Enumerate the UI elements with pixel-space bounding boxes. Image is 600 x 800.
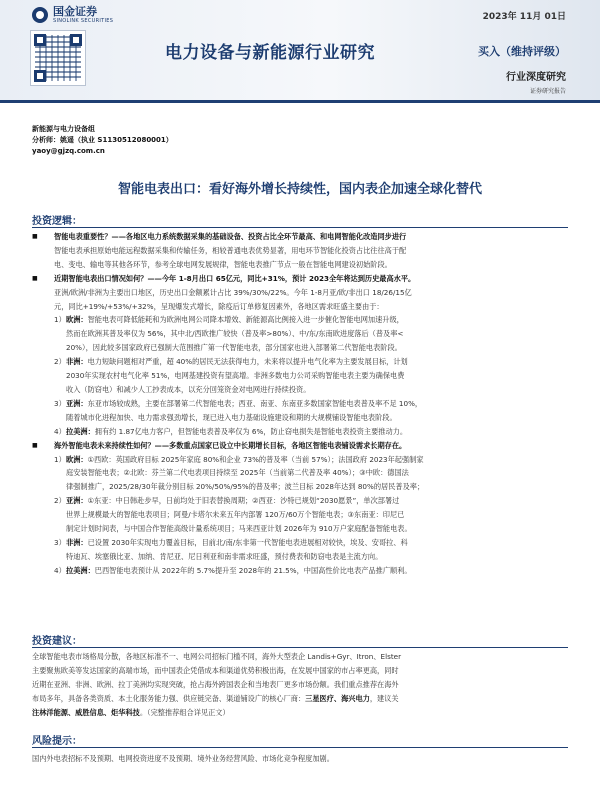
advice-content <box>32 650 568 720</box>
recommended-stocks: 三星医疗、海兴电力 <box>305 693 370 703</box>
qr-code-icon <box>30 30 86 86</box>
paragraph-line: 全球智能电表市场格局分散，各地区标准不一、电网公司招标门槛不同，海外大型表企 Landis+Gyr、Itron、Elster <box>32 652 402 661</box>
risk-content <box>32 752 568 766</box>
paragraph-line <box>32 692 568 706</box>
paragraph-line: 世界上规模最大的智能电表项目；阿曼/卡塔尔未来五年内部署 120万/60万个智能电表；③东南亚：印尼已 <box>66 510 405 520</box>
report-date: 2023年 11月 01日 <box>482 12 566 22</box>
list-item <box>32 536 568 550</box>
paragraph-text: ，建议关 <box>369 693 399 703</box>
list-item <box>32 453 568 467</box>
item-title: 亚洲： <box>66 398 88 408</box>
list-item <box>32 397 568 411</box>
paragraph-line: ①西欧：英国政府目标 2025年家庭 80%和企业 73%的普及率（当前 57%）；法国政府 2023年起强制家 <box>87 454 424 464</box>
paragraph-line: 制定计划时间表，与中国合作智能高级计量系统项目；马来西亚计划 2026年为 910万户家庭配备智能电表。 <box>66 524 412 534</box>
analyst-block <box>32 124 173 157</box>
list-item <box>32 355 568 369</box>
list-item <box>32 494 568 508</box>
paragraph-line: 2030年实现农村电气化率 51%，电网基建投资有望高增。非洲多数电力公司采购智能电表主要为确保电费 <box>66 371 405 381</box>
item-number: 4） <box>54 565 66 575</box>
analyst-email: yaoy@gjzq.com.cn <box>32 147 105 155</box>
list-item <box>32 564 568 578</box>
report-subtype: 证券研究报告 <box>529 88 566 95</box>
item-number: 1） <box>54 315 66 325</box>
logo-mark-icon <box>32 7 48 23</box>
paragraph-line: 已设置 2030年实现电力覆盖目标，目前北/南/东非第一代智能电表进展相对较快，埃及、安哥拉、科 <box>87 537 408 547</box>
list-item <box>32 313 568 327</box>
item-number: 3） <box>54 398 66 408</box>
paragraph-line: 律强制推广，2025/28/30年裁分别目标 20%/50%/95%的普及率；波兰目标 2028年达到 80%的居民普及率； <box>66 482 425 492</box>
report-type: 行业深度研究 <box>506 72 566 83</box>
paragraph-line: 庭安装智能电表；②北欧：芬兰第二代电表项目持续至 2025年（当前第二代普及率 40%）；③中欧：德国法 <box>66 468 409 478</box>
item-title: 拉美洲： <box>66 565 95 575</box>
bullet-heading: ■ 海外智能电表未来持续性如何？——多数重点国家已设立中长期增长目标，各地区智能电表铺设需求长期存在。 <box>32 439 568 453</box>
item-title: 亚洲： <box>66 496 88 506</box>
item-number: 3） <box>54 537 66 547</box>
paragraph-line: 收入（防窃电）和减少人工抄表成本，以充分回笼资金对电网进行持续投资。 <box>66 384 311 394</box>
paragraph-line: 然而在欧洲其普及率仅为 56%，其中北/西欧推广较快（普及率>80%）、中/东/东南欧进度落后（普及率< <box>66 329 404 339</box>
report-headline: 智能电表出口：看好海外增长持续性，国内表企加速全球化替代 <box>117 182 482 197</box>
bullet-heading: ■ 智能电表重要性？——各地区电力系统数据采集的基础设备、投资占比全环节最高、和电网智能化改造同步进行 <box>32 230 568 244</box>
paragraph-line: 智能电表承担原始电能远程数据采集和传输任务，相较普通电表优势显著，用电环节智能化投资占比往往高于配 <box>54 245 407 255</box>
paragraph-text: 布局多年，具备各类资质、本土化服务能力强、供应链完备、渠道铺设广的核心厂商： <box>32 693 306 703</box>
analyst-team: 新能源与电力设备组 <box>32 125 95 133</box>
paragraph-line: 智能电表可降低能耗和为欧洲电网公司降本增效、新能源高比例接入进一步催化智能电网加速升级， <box>87 315 404 325</box>
paragraph-line: 拥有约 1.87亿电力客户，但智能电表普及率仅为 6%，防止窃电损失是智能电表投资主要推动力。 <box>94 426 408 436</box>
section-title-advice: 投资建议： <box>32 636 82 647</box>
item-title: 欧洲： <box>66 454 88 464</box>
paragraph-line: 近期在亚洲、非洲、欧洲、拉丁美洲均实现突破，抢占海外跨国表企和当地表厂更多市场份额。我们重点推荐在海外 <box>32 679 399 689</box>
paragraph-line: 主要聚焦欧美等发达国家的高端市场，而中国表企凭借成本和渠道优势积极出海，在发展中国家的市占率更高，同时 <box>32 665 399 675</box>
item-number: 1） <box>54 454 66 464</box>
section-divider <box>32 747 568 748</box>
paragraph-line: 20%），因此较多国家政府已强制大范围推广第一代智能电表，部分国家也进入部署第二代智能电表阶段。 <box>66 343 402 353</box>
paragraph-line <box>32 706 568 720</box>
paragraph-line: 国内外电表招标不及预期、电网投资进度不及预期、境外业务经营风险、市场化竞争程度加剧。 <box>32 754 334 763</box>
paragraph-line: 随着城市化进程加快、电力需求强劲增长，现已进入电力基础设施建设和期的大规模铺设智能电表阶段。 <box>66 412 397 422</box>
item-number: 4） <box>54 426 66 436</box>
paragraph-line: 元，同比+19%/+53%/+32%，呈现爆发式增长，除疫后订单修复因素外，各地区需求旺盛主要由于： <box>54 301 384 311</box>
item-number: 2） <box>54 496 66 506</box>
paragraph-line: 电力短缺问题相对严重，超 40%的居民无法获得电力，未来将以提升电气化率为主要发展目标，计划 <box>87 357 408 367</box>
section-divider <box>32 227 568 228</box>
list-item <box>32 425 568 439</box>
item-title: 欧洲： <box>66 315 88 325</box>
paragraph-line: 巴西智能电表预计从 2022年的 5.7%提升至 2028年的 21.5%，中国高性价比电表产品推广顺利。 <box>94 565 412 575</box>
recommended-stocks: 注林洋能源、威胜信息、炬华科技 <box>32 707 140 717</box>
paragraph-line: ①东亚：中日韩赴步早，日前均处于旧表替换周期；②西亚：沙特已规划“2030愿景”，单次部署过 <box>87 496 400 506</box>
logo-en: SINOLINK SECURITIES <box>53 18 114 24</box>
logic-content <box>32 230 568 578</box>
company-logo <box>32 5 142 25</box>
report-title: 电力设备与新能源行业研究 <box>165 43 375 63</box>
paragraph-text: 。（完整推荐组合详见正文） <box>139 707 230 717</box>
item-title: 非洲： <box>66 357 88 367</box>
section-title-risk: 风险提示： <box>32 736 82 747</box>
item-title: 拉美洲： <box>66 426 95 436</box>
paragraph-line: 亚洲/欧洲/非洲为主要出口地区，历史出口金额累计占比 39%/30%/22%。今年 1-8月亚/欧/非出口 18/26/15亿 <box>54 287 412 297</box>
report-header <box>0 0 600 100</box>
paragraph-line: 东亚市场较成熟，主要在部署第二代智能电表；西亚、南亚、东南亚多数国家智能电表普及率不足 10%， <box>87 398 423 408</box>
analyst-name: 分析师：姚遥（执业 S1130512080001） <box>32 136 173 144</box>
header-divider <box>0 100 600 103</box>
paragraph-line: 特迪瓦、埃塞俄比亚、加纳、肯尼亚、尼日利亚和南非需求旺盛，预付费表和防窃电表是主流方向。 <box>66 551 383 561</box>
section-title-logic: 投资逻辑： <box>32 216 82 227</box>
bullet-heading: ■ 近期智能电表出口情况如何？——今年 1-8月出口 65亿元，同比+31%，预计 2023全年将达到历史最高水平。 <box>32 272 568 286</box>
item-number: 2） <box>54 357 66 367</box>
rating-badge: 买入（维持评级） <box>478 45 566 58</box>
item-title: 非洲： <box>66 537 88 547</box>
logo-cn: 国金证券 <box>53 5 97 18</box>
section-divider <box>32 647 568 648</box>
paragraph-line: 电、变电、输电等其他各环节，参考全球电网发展规律，智能电表推广节点一般在智能电网建设初始阶段。 <box>54 259 392 269</box>
